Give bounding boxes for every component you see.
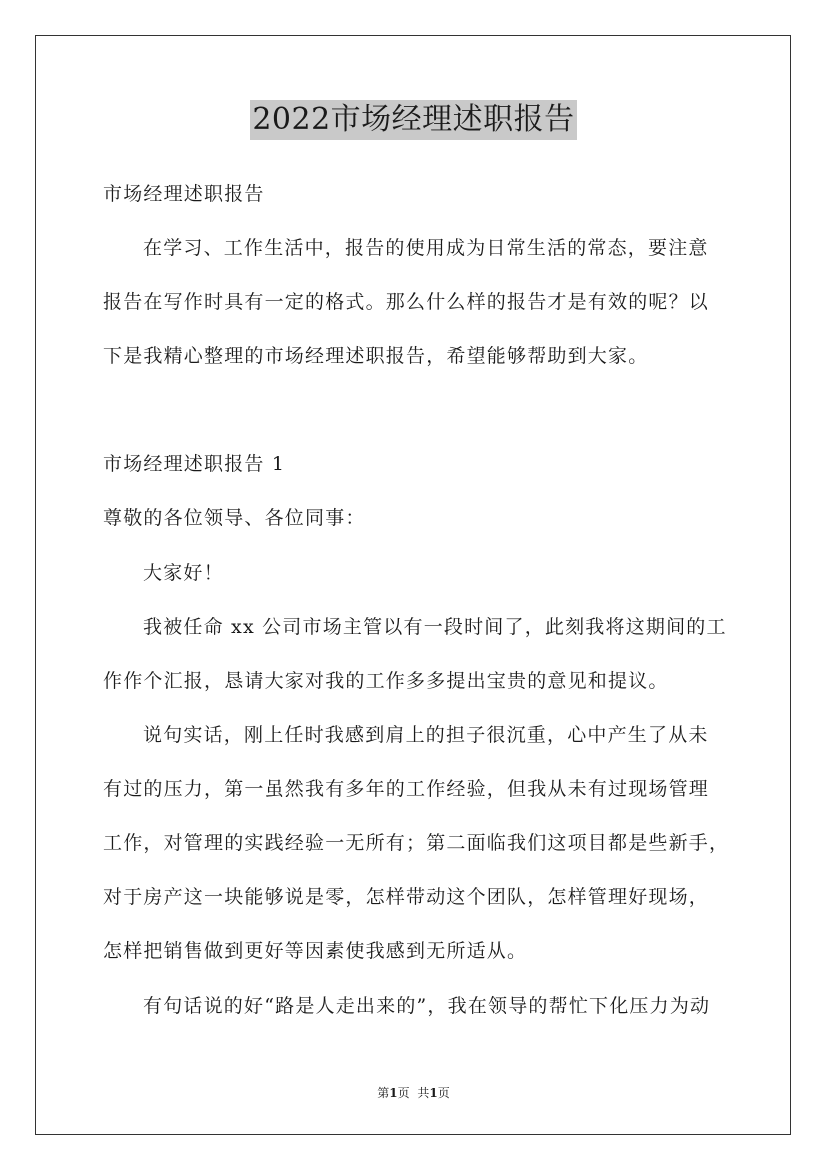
intro-line-1: 在学习、工作生活中，报告的使用成为日常生活的常态，要注意 xyxy=(143,237,709,259)
total-suffix: 页 xyxy=(437,1086,450,1100)
intro-line-2: 报告在写作时具有一定的格式。那么什么样的报告才是有效的呢？以 xyxy=(103,291,710,313)
para2-line-1: 说句实话，刚上任时我感到肩上的担子很沉重，心中产生了从未 xyxy=(143,724,709,746)
total-prefix: 共 xyxy=(417,1086,430,1100)
page-footer xyxy=(0,1085,827,1101)
document-title: 2022市场经理述职报告 xyxy=(250,100,576,140)
intro-line-3: 下是我精心整理的市场经理述职报告，希望能够帮助到大家。 xyxy=(103,345,649,367)
para2-line-5: 怎样把销售做到更好等因素使我感到无所适从。 xyxy=(103,940,528,962)
para2-line-2: 有过的压力，第一虽然我有多年的工作经验，但我从未有过现场管理 xyxy=(103,778,710,800)
salutation: 尊敬的各位领导、各位同事： xyxy=(103,507,366,529)
para2-line-3: 工作，对管理的实践经验一无所有；第二面临我们这项目都是些新手， xyxy=(103,832,730,854)
greeting: 大家好！ xyxy=(143,562,224,584)
page-number: 1 xyxy=(389,1086,398,1100)
section-title: 市场经理述职报告 1 xyxy=(103,453,286,475)
para3-line-1: 有句话说的好“路是人走出来的”，我在领导的帮忙下化压力为动 xyxy=(143,995,711,1017)
total-pages: 1 xyxy=(429,1086,438,1100)
subtitle: 市场经理述职报告 xyxy=(103,183,265,205)
para1-line-2: 作作个汇报，恳请大家对我的工作多多提出宝贵的意见和提议。 xyxy=(103,670,669,692)
page-suffix: 页 xyxy=(397,1086,410,1100)
page-prefix: 第 xyxy=(377,1086,390,1100)
para2-line-4: 对于房产这一块能够说是零，怎样带动这个团队，怎样管理好现场， xyxy=(103,886,710,908)
title-container xyxy=(0,100,827,140)
para1-line-1: 我被任命 xx 公司市场主管以有一段时间了，此刻我将这期间的工 xyxy=(143,616,727,638)
